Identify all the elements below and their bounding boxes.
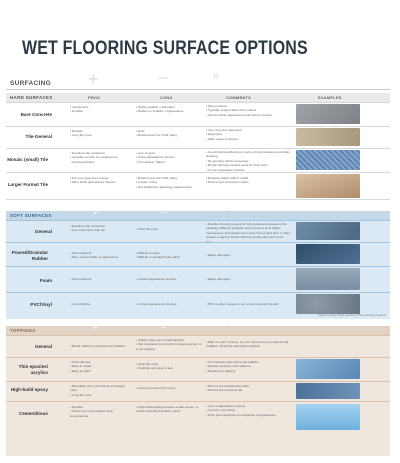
- surfacing-header: [6, 76, 390, 90]
- page-title: WET FLOORING SURFACE OPTIONS: [22, 38, 308, 59]
- comments-cell: • PVC is either reused or not environmentally friendly: [206, 302, 290, 306]
- cementitious-example-image: [296, 404, 360, 430]
- pros-cell: • Soft underfoot • More customizable in appearance: [70, 251, 130, 260]
- comments-cell: • Easily damaged: [206, 253, 290, 257]
- pros-cell: • Durable • Long life cycle: [70, 129, 128, 138]
- row-label: General: [34, 344, 52, 349]
- cons-cell: • Lots of grout • Some appearance choices • Can appear "dated": [136, 151, 198, 164]
- pros-cell: • Inexpensive • Durable: [70, 105, 128, 114]
- poured-rubber-example-image: [296, 244, 360, 264]
- quote-icon: “: [213, 70, 219, 90]
- cons-cell: • Costs more than thin epoxy: [136, 386, 202, 390]
- row-label: General: [34, 229, 52, 234]
- plus-icon: +: [92, 207, 99, 219]
- pros-cell: • Monolithic pour can include an integral base • Long life cycle: [70, 384, 132, 397]
- comments-cell: • Easily damaged: [206, 277, 290, 281]
- comments-cell: • Must continue • Typically sealed rather than coated • Almost infinite appearance and texture choices: [206, 104, 288, 117]
- cons-cell: • Cost • Reliant upon the GCR rating: [136, 129, 198, 138]
- cons-cell: • Reliant upon the GCR rating • Longer curing • Not detailed for adjusting replacements: [136, 176, 198, 189]
- pros-cell: • Cost effective: [70, 302, 130, 306]
- row-label: Tile-General: [25, 134, 52, 139]
- soft-general-example-image: [296, 222, 360, 240]
- column-header-comments: COMMENTS: [226, 95, 251, 100]
- soft-surfaces-label: SOFT SURFACES: [10, 213, 52, 218]
- surfacing-label: SURFACING: [10, 80, 51, 87]
- minus-icon: −: [160, 322, 167, 334]
- soft-surfaces-header: [6, 211, 390, 220]
- pros-cell: • Durable • Stress can meet outdoor deck temperatures: [70, 405, 132, 418]
- pros-cell: • Excellent slip resistance • Less expensive than tile: [70, 224, 130, 233]
- row-label: Bare Concrete: [20, 112, 52, 117]
- cons-cell: • Highly variable + Abundant • Reliant on installer + Appearance: [136, 105, 198, 114]
- tile-example-image: [296, 128, 360, 146]
- pros-cell: • Broad market of products and installers: [70, 344, 132, 348]
- column-header-pros: PROS: [88, 95, 101, 100]
- comments-cell: • Much more durable than paint • Shorter price point as life: [206, 384, 292, 393]
- bare-concrete-example-image: [296, 104, 360, 124]
- row-label: PVC/Vinyl: [30, 302, 52, 307]
- cons-cell: • High build toppings require a slab moves, or cracks following transition points: [136, 405, 202, 414]
- toppings-header: [6, 326, 390, 335]
- row-label: Cementitious: [18, 411, 48, 416]
- cons-cell: • Highly reliant upon craftsmanship • Slip resistance is a function of lead level grit or in the topping: [136, 338, 202, 351]
- hard-surfaces-label: HARD SURFACES: [10, 95, 53, 100]
- cons-cell: • Short life cycle • Peelable and easy to tear: [136, 362, 202, 371]
- plus-icon: +: [88, 69, 99, 89]
- cons-cell: • Limited appearance choices: [136, 302, 198, 306]
- row-label: High-build epoxy: [10, 387, 48, 392]
- pros-cell: • For new grout lines moved • More finish appearance choices: [70, 176, 128, 185]
- cons-cell: • Difficult to clean • Difficult to visually/repair patch: [136, 251, 198, 260]
- cons-cell: • Limited appearance choices: [136, 277, 198, 281]
- high-build-epoxy-example-image: [296, 383, 360, 399]
- mosaic-tile-example-image: [296, 150, 360, 170]
- row-label: Poured/Granular Rubber: [11, 250, 48, 261]
- comments-cell: • Good functional flooring in terms of slip resistance and daily cleaning • No grouting will be necessary • Rough through toweled pools for their users • It is an exploration problem: [206, 150, 292, 172]
- thin-epoxy-example-image: [296, 359, 360, 379]
- comments-cell: • Resilient flooring is great for slip resistance because of its elasticity. Different products vary but has a level higher maintenance and replacement cycle than a hard floor. It often creates a warmer barrier which is problematic with some kids.: [206, 222, 290, 244]
- column-header-cons: CONS: [160, 95, 173, 100]
- large-format-tile-example-image: [296, 174, 360, 198]
- foam-example-image: [296, 268, 360, 290]
- row-label: Foam: [39, 278, 52, 283]
- comments-cell: • With so many choices, do your homework on products and installers. Read the warranties carefully: [206, 340, 292, 349]
- row-label: Larger Format Tile: [7, 182, 48, 187]
- toppings-label: TOPPINGS: [10, 328, 36, 333]
- comments-cell: • It is basically paint with a grit additive • Quickly develops wear patterns • Requires re-topping: [206, 360, 292, 373]
- plus-icon: +: [92, 322, 99, 334]
- pros-cell: • Cost effective • Easy to install • Easy to patch: [70, 360, 132, 373]
- comments-cell: • Very long term approach • Expensive • Wide range of choices: [206, 128, 288, 141]
- pros-cell: • Excellent slip resistance • Versatile number for replacement • Good aesthetics: [70, 151, 128, 164]
- comments-cell: • Requires higher skill to install • Heavier grit can lead to stains: [206, 176, 288, 185]
- minus-icon: −: [160, 207, 167, 219]
- photo-credit: Photo Courtesy: Photo courtesy of Poree Flooring Systems: [318, 314, 386, 317]
- row-label: Mosaic (small) Tile: [7, 157, 48, 162]
- comments-cell: • Lots of appearance options • Good for renovation • Price point depends on complexity of appearance: [206, 404, 292, 417]
- column-header-examples: EXAMPLES: [318, 95, 342, 100]
- pros-cell: • Soft underfoot: [70, 277, 130, 281]
- pvc-vinyl-example-image: [296, 294, 360, 314]
- row-label: Thin epoxies/ acrylics: [18, 364, 48, 375]
- quote-icon: “: [226, 322, 230, 334]
- quote-icon: “: [226, 207, 230, 219]
- minus-icon: −: [158, 68, 169, 88]
- cons-cell: • Short life cycle: [136, 227, 198, 231]
